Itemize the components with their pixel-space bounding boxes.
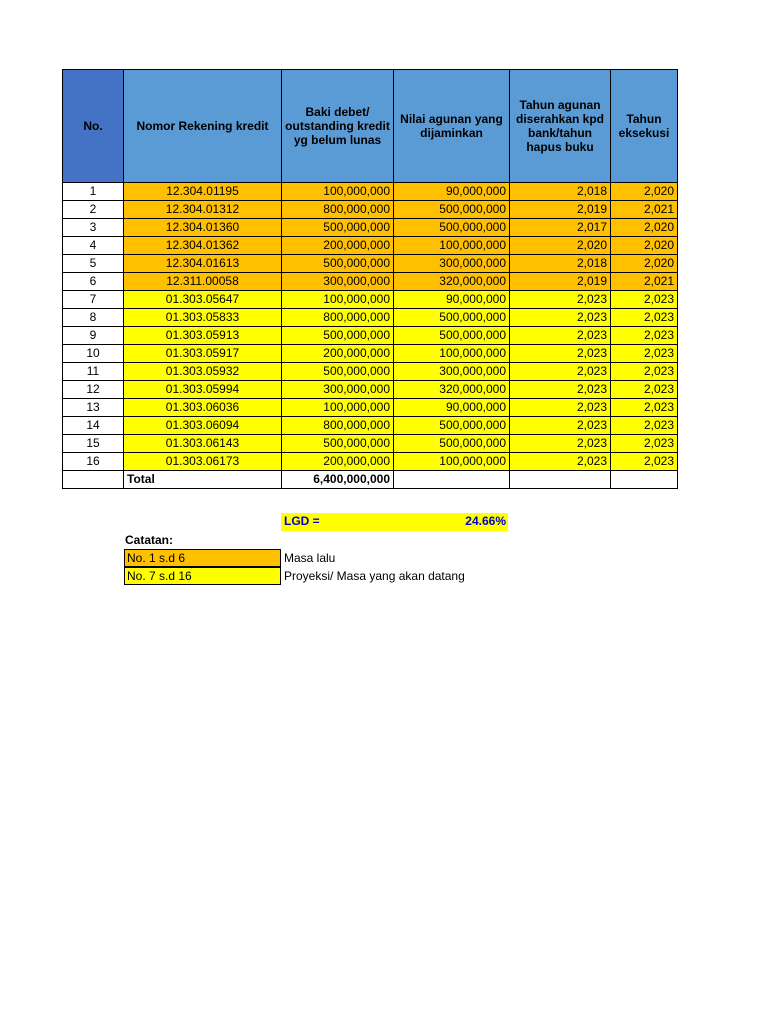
cell-baki-debet: 200,000,000 xyxy=(282,237,394,255)
cell-tahun-agunan: 2,023 xyxy=(510,381,611,399)
cell-tahun-agunan: 2,023 xyxy=(510,363,611,381)
cell-tahun-agunan: 2,020 xyxy=(510,237,611,255)
cell-no: 2 xyxy=(63,201,124,219)
cell-baki-debet: 100,000,000 xyxy=(282,291,394,309)
cell-nilai-agunan: 90,000,000 xyxy=(394,399,510,417)
total-empty-cell xyxy=(63,471,124,489)
cell-baki-debet: 200,000,000 xyxy=(282,453,394,471)
cell-no: 1 xyxy=(63,183,124,201)
total-baki-debet: 6,400,000,000 xyxy=(282,471,394,489)
cell-nilai-agunan: 500,000,000 xyxy=(394,309,510,327)
cell-nilai-agunan: 500,000,000 xyxy=(394,435,510,453)
cell-rekening: 12.304.01360 xyxy=(124,219,282,237)
table-row xyxy=(63,183,678,201)
cell-baki-debet: 100,000,000 xyxy=(282,399,394,417)
cell-nilai-agunan: 500,000,000 xyxy=(394,201,510,219)
cell-rekening: 12.304.01312 xyxy=(124,201,282,219)
cell-tahun-agunan: 2,019 xyxy=(510,201,611,219)
cell-tahun-agunan: 2,023 xyxy=(510,453,611,471)
table-row xyxy=(63,327,678,345)
cell-rekening: 01.303.05833 xyxy=(124,309,282,327)
table-row xyxy=(63,309,678,327)
cell-tahun-agunan: 2,023 xyxy=(510,309,611,327)
table-row xyxy=(63,219,678,237)
cell-rekening: 01.303.05932 xyxy=(124,363,282,381)
lgd-box xyxy=(281,513,508,531)
note-range-proj-text: No. 7 s.d 16 xyxy=(127,569,192,583)
cell-tahun-eksekusi: 2,023 xyxy=(611,309,678,327)
cell-tahun-eksekusi: 2,023 xyxy=(611,399,678,417)
cell-rekening: 01.303.05913 xyxy=(124,327,282,345)
table-row xyxy=(63,399,678,417)
notes-title: Catatan: xyxy=(125,533,174,547)
cell-tahun-agunan: 2,023 xyxy=(510,345,611,363)
cell-nilai-agunan: 320,000,000 xyxy=(394,381,510,399)
cell-tahun-agunan: 2,023 xyxy=(510,399,611,417)
cell-nilai-agunan: 320,000,000 xyxy=(394,273,510,291)
cell-nilai-agunan: 500,000,000 xyxy=(394,417,510,435)
cell-tahun-eksekusi: 2,021 xyxy=(611,273,678,291)
cell-nilai-agunan: 300,000,000 xyxy=(394,363,510,381)
cell-baki-debet: 800,000,000 xyxy=(282,201,394,219)
header-tahun-agunan: Tahun agunan diserahkan kpd bank/tahun hapus buku xyxy=(510,70,611,183)
cell-nilai-agunan: 300,000,000 xyxy=(394,255,510,273)
cell-tahun-eksekusi: 2,020 xyxy=(611,255,678,273)
header-baki-debet: Baki debet/ outstanding kredit yg belum lunas xyxy=(282,70,394,183)
table-row xyxy=(63,435,678,453)
cell-baki-debet: 800,000,000 xyxy=(282,309,394,327)
cell-baki-debet: 500,000,000 xyxy=(282,435,394,453)
cell-rekening: 12.304.01195 xyxy=(124,183,282,201)
cell-nilai-agunan: 100,000,000 xyxy=(394,453,510,471)
header-row xyxy=(63,70,678,183)
cell-no: 6 xyxy=(63,273,124,291)
total-row xyxy=(63,471,678,489)
cell-no: 11 xyxy=(63,363,124,381)
cell-tahun-eksekusi: 2,023 xyxy=(611,453,678,471)
cell-rekening: 12.304.01613 xyxy=(124,255,282,273)
table-row xyxy=(63,363,678,381)
cell-baki-debet: 200,000,000 xyxy=(282,345,394,363)
cell-no: 4 xyxy=(63,237,124,255)
total-empty-cell xyxy=(394,471,510,489)
cell-no: 10 xyxy=(63,345,124,363)
cell-tahun-agunan: 2,018 xyxy=(510,255,611,273)
cell-baki-debet: 500,000,000 xyxy=(282,363,394,381)
lgd-label: LGD = xyxy=(284,514,320,528)
cell-rekening: 12.311.00058 xyxy=(124,273,282,291)
lgd-value: 24.66% xyxy=(465,514,506,528)
table-row xyxy=(63,453,678,471)
cell-rekening: 01.303.06036 xyxy=(124,399,282,417)
table-row xyxy=(63,417,678,435)
note-desc-past: Masa lalu xyxy=(284,551,336,565)
cell-baki-debet: 500,000,000 xyxy=(282,327,394,345)
cell-baki-debet: 500,000,000 xyxy=(282,219,394,237)
cell-no: 7 xyxy=(63,291,124,309)
table-row xyxy=(63,255,678,273)
cell-baki-debet: 100,000,000 xyxy=(282,183,394,201)
table-row xyxy=(63,273,678,291)
cell-nilai-agunan: 100,000,000 xyxy=(394,237,510,255)
cell-tahun-agunan: 2,023 xyxy=(510,291,611,309)
cell-no: 3 xyxy=(63,219,124,237)
cell-tahun-eksekusi: 2,023 xyxy=(611,345,678,363)
cell-tahun-agunan: 2,023 xyxy=(510,327,611,345)
header-no: No. xyxy=(63,70,124,183)
cell-tahun-agunan: 2,018 xyxy=(510,183,611,201)
cell-nilai-agunan: 90,000,000 xyxy=(394,291,510,309)
cell-no: 8 xyxy=(63,309,124,327)
cell-no: 15 xyxy=(63,435,124,453)
note-range-past xyxy=(124,549,281,567)
cell-baki-debet: 300,000,000 xyxy=(282,273,394,291)
cell-nilai-agunan: 500,000,000 xyxy=(394,219,510,237)
table-row xyxy=(63,291,678,309)
header-nilai-agunan: Nilai agunan yang dijaminkan xyxy=(394,70,510,183)
cell-tahun-eksekusi: 2,020 xyxy=(611,237,678,255)
cell-tahun-eksekusi: 2,023 xyxy=(611,417,678,435)
note-desc-proj: Proyeksi/ Masa yang akan datang xyxy=(284,569,465,583)
cell-tahun-eksekusi: 2,023 xyxy=(611,435,678,453)
cell-baki-debet: 500,000,000 xyxy=(282,255,394,273)
cell-rekening: 12.304.01362 xyxy=(124,237,282,255)
cell-nilai-agunan: 100,000,000 xyxy=(394,345,510,363)
total-label: Total xyxy=(124,471,282,489)
table-row xyxy=(63,345,678,363)
cell-nilai-agunan: 500,000,000 xyxy=(394,327,510,345)
table-row xyxy=(63,237,678,255)
cell-rekening: 01.303.06143 xyxy=(124,435,282,453)
cell-tahun-eksekusi: 2,023 xyxy=(611,363,678,381)
loan-table xyxy=(62,69,678,489)
cell-nilai-agunan: 90,000,000 xyxy=(394,183,510,201)
cell-no: 9 xyxy=(63,327,124,345)
header-tahun-eksekusi: Tahun eksekusi xyxy=(611,70,678,183)
total-empty-cell xyxy=(611,471,678,489)
table-row xyxy=(63,381,678,399)
cell-tahun-eksekusi: 2,020 xyxy=(611,219,678,237)
cell-tahun-eksekusi: 2,023 xyxy=(611,381,678,399)
cell-rekening: 01.303.05994 xyxy=(124,381,282,399)
cell-no: 5 xyxy=(63,255,124,273)
total-empty-cell xyxy=(510,471,611,489)
cell-tahun-eksekusi: 2,023 xyxy=(611,327,678,345)
cell-rekening: 01.303.05647 xyxy=(124,291,282,309)
cell-tahun-agunan: 2,019 xyxy=(510,273,611,291)
cell-tahun-agunan: 2,023 xyxy=(510,435,611,453)
cell-no: 16 xyxy=(63,453,124,471)
cell-tahun-eksekusi: 2,021 xyxy=(611,201,678,219)
cell-rekening: 01.303.06094 xyxy=(124,417,282,435)
cell-tahun-eksekusi: 2,023 xyxy=(611,291,678,309)
cell-tahun-eksekusi: 2,020 xyxy=(611,183,678,201)
note-range-past-text: No. 1 s.d 6 xyxy=(127,551,186,565)
cell-no: 14 xyxy=(63,417,124,435)
table-row xyxy=(63,201,678,219)
cell-rekening: 01.303.05917 xyxy=(124,345,282,363)
header-rekening: Nomor Rekening kredit xyxy=(124,70,282,183)
cell-baki-debet: 300,000,000 xyxy=(282,381,394,399)
cell-no: 12 xyxy=(63,381,124,399)
cell-rekening: 01.303.06173 xyxy=(124,453,282,471)
note-range-proj xyxy=(124,567,281,585)
cell-baki-debet: 800,000,000 xyxy=(282,417,394,435)
cell-no: 13 xyxy=(63,399,124,417)
cell-tahun-agunan: 2,023 xyxy=(510,417,611,435)
cell-tahun-agunan: 2,017 xyxy=(510,219,611,237)
